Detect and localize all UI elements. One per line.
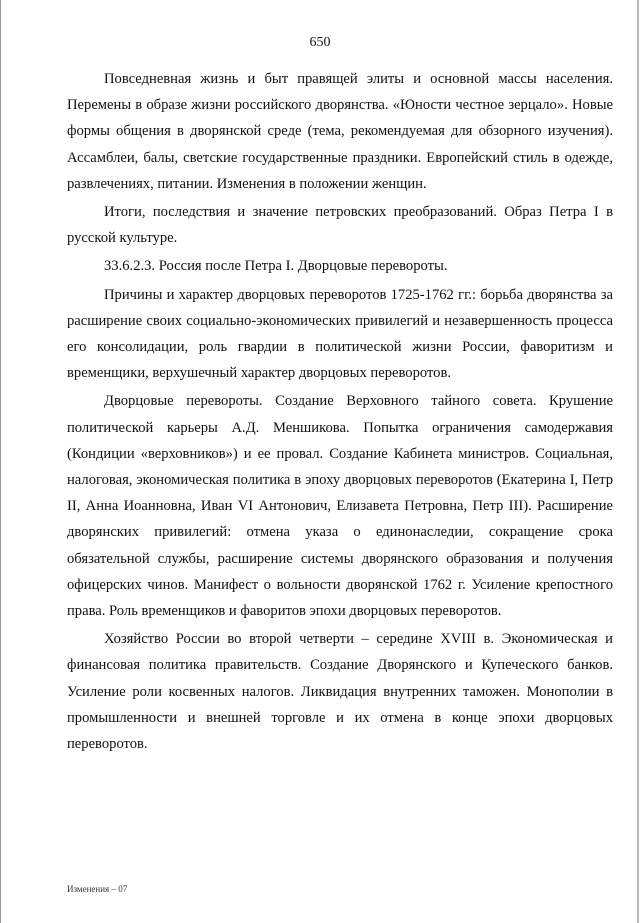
body-text — [67, 66, 613, 757]
paragraph-economy: Хозяйство России во второй четверти – середине XVIII в. Экономическая и финансовая политика правительств. Создание Дворянского и Купеческого банков. Усиление роли косвенных налогов. Ликвидация внутренних таможен. Монополии в промышленности и внешней торговле и их отмена в конце эпохи дворцовых переворотов. — [67, 631, 613, 753]
scan-edge-left — [0, 0, 1, 923]
paragraph-results-reforms: Итоги, последствия и значение петровских преобразований. Образ Петра I в русской культуре. — [67, 204, 613, 247]
page-number: 650 — [309, 35, 331, 50]
paragraph-palace-coups: Дворцовые перевороты. Создание Верховного тайного совета. Крушение политической карьеры А.Д. Меншикова. Попытка ограничения самодержавия (Кондиции «верховников») и ее провал. Создание Кабинета министров. Социальная, налоговая, экономическая политика в эпоху дворцовых переворотов (Екатерина I, Петр II, Анна Иоанновна, Иван VI Антонович, Елизавета Петровна, Петр III). Расширение дворянских привилегий: отмена указа о единонаследии, сокращение срока обязательной службы, расширение системы дворянского образования и получения офицерских чинов. Манифест о вольности дворянской 1762 г. Усиление крепостного права. Роль временщиков и фаворитов эпохи дворцовых переворотов. — [67, 393, 613, 620]
section-heading: 33.6.2.3. Россия после Петра I. Дворцовые перевороты. — [104, 258, 448, 275]
scan-edge-right — [637, 0, 639, 923]
paragraph-daily-life: Повседневная жизнь и быт правящей элиты и основной массы населения. Перемены в образе жизни российского дворянства. «Юности честное зерцало». Новые формы общения в дворянской среде (тема, рекомендуемая для обзорного изучения). Ассамблеи, балы, светские государственные праздники. Европейский стиль в одежде, развлечениях, питании. Изменения в положении женщин. — [67, 71, 613, 192]
paragraph-coup-causes: Причины и характер дворцовых переворотов 1725-1762 гг.: борьба дворянства за расширение своих социально-экономических привилегий и незавершенность процесса его консолидации, роль гвардии в политической жизни России, фаворитизм и временщики, верхушечный характер дворцовых переворотов. — [67, 286, 613, 382]
footer-revision-note: Изменения – 07 — [67, 884, 128, 894]
